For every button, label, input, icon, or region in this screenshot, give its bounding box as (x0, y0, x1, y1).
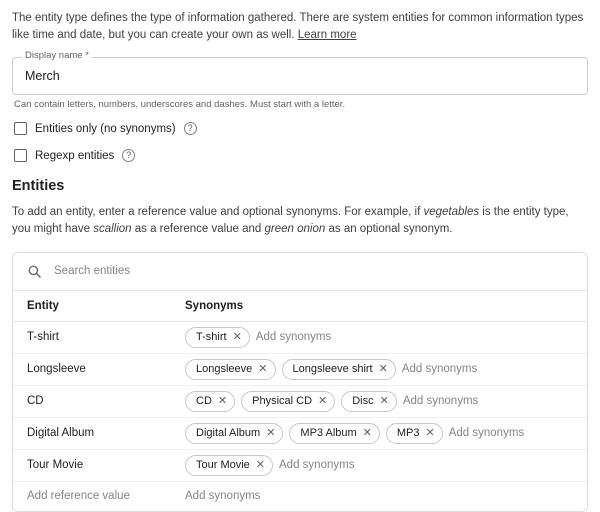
close-icon[interactable]: ✕ (255, 458, 266, 471)
synonym-chip[interactable] (185, 423, 283, 444)
table-row[interactable] (13, 354, 587, 386)
learn-more-link[interactable]: Learn more (297, 28, 357, 41)
search-entities-bar[interactable] (13, 253, 587, 291)
synonym-chip[interactable] (289, 423, 379, 444)
add-synonyms-placeholder[interactable]: Add synonyms (255, 331, 332, 344)
synonyms-cell[interactable] (185, 322, 587, 353)
entities-section-description (12, 204, 588, 237)
synonym-chip[interactable] (341, 391, 397, 412)
synonym-chip[interactable] (386, 423, 443, 444)
synonym-chip[interactable] (185, 327, 250, 348)
add-reference-value-input[interactable]: Add reference value (27, 490, 130, 503)
close-icon[interactable]: ✕ (379, 394, 389, 407)
table-header-row (13, 291, 587, 322)
new-entity-row[interactable] (13, 482, 587, 511)
entity-value[interactable]: T-shirt (27, 331, 59, 344)
desc-part-2: is the entity type, you might have (12, 206, 569, 236)
help-icon[interactable]: ? (184, 122, 197, 135)
synonyms-cell[interactable] (185, 450, 587, 481)
synonyms-cell[interactable] (185, 354, 587, 385)
entities-only-checkbox[interactable] (14, 122, 27, 135)
entity-value[interactable]: Tour Movie (27, 459, 84, 472)
close-icon[interactable]: ✕ (232, 330, 242, 343)
entities-section-title: Entities (12, 178, 65, 195)
add-synonyms-placeholder[interactable]: Add synonyms (402, 395, 479, 408)
synonym-chip-label: T-shirt (196, 331, 227, 344)
regexp-entities-checkbox[interactable] (14, 149, 27, 162)
table-row[interactable] (13, 322, 587, 354)
intro-text: The entity type defines the type of information gathered. There are system entities for common information types like time and date, but you can create your own as well. (12, 12, 584, 41)
display-name-value: Merch (25, 69, 60, 84)
close-icon[interactable]: ✕ (318, 394, 328, 407)
close-icon[interactable]: ✕ (266, 426, 276, 439)
desc-emphasis-2: scallion (93, 223, 132, 236)
desc-emphasis-1: vegetables (423, 206, 480, 219)
synonym-chip-label: MP3 Album (300, 427, 357, 440)
close-icon[interactable]: ✕ (258, 362, 268, 375)
synonym-chip-label: MP3 (396, 427, 420, 440)
close-icon[interactable]: ✕ (378, 362, 388, 375)
add-synonyms-placeholder[interactable]: Add synonyms (185, 490, 261, 503)
synonyms-cell[interactable] (185, 386, 587, 417)
add-synonyms-placeholder[interactable]: Add synonyms (279, 459, 355, 472)
intro-paragraph (12, 10, 587, 43)
synonym-chip[interactable] (185, 455, 273, 476)
regexp-entities-checkbox-row[interactable] (14, 149, 588, 162)
synonym-chip-label: CD (196, 395, 212, 408)
close-icon[interactable]: ✕ (217, 394, 228, 407)
synonym-chip-label: Physical CD (252, 395, 313, 408)
desc-part-1: To add an entity, enter a reference value and optional synonyms. For example, if (12, 206, 424, 219)
entity-value[interactable]: Digital Album (27, 427, 95, 440)
synonym-chip-label: Disc (352, 395, 374, 408)
close-icon[interactable]: ✕ (362, 426, 372, 439)
synonym-chip[interactable] (241, 391, 335, 412)
synonym-chip[interactable] (185, 391, 235, 412)
entities-table-card (12, 252, 588, 512)
synonym-chip-label: Longsleeve (196, 363, 253, 376)
search-input-placeholder[interactable]: Search entities (54, 265, 131, 278)
column-header-synonyms: Synonyms (185, 299, 244, 312)
column-header-entity: Entity (27, 299, 59, 312)
regexp-entities-label: Regexp entities (35, 149, 115, 162)
display-name-label: Display name * (22, 51, 92, 61)
new-synonyms-cell[interactable] (185, 485, 587, 507)
close-icon[interactable]: ✕ (425, 426, 435, 439)
table-row[interactable] (13, 418, 587, 450)
display-name-input[interactable] (12, 57, 588, 95)
desc-emphasis-3: green onion (264, 223, 326, 236)
desc-part-3: as a reference value and (131, 223, 265, 236)
add-synonyms-placeholder[interactable]: Add synonyms (448, 427, 525, 440)
synonym-chip[interactable] (185, 359, 276, 380)
help-icon[interactable]: ? (122, 149, 135, 162)
synonym-chip-label: Tour Movie (196, 459, 250, 472)
entity-value[interactable]: CD (27, 395, 44, 408)
search-icon (27, 264, 42, 279)
entities-only-label: Entities only (no synonyms) (35, 122, 176, 135)
synonyms-cell[interactable] (185, 418, 587, 449)
entity-value[interactable]: Longsleeve (27, 363, 86, 376)
desc-part-4: as an optional synonym. (325, 223, 453, 236)
table-row[interactable] (13, 386, 587, 418)
synonym-chip-label: Digital Album (196, 427, 261, 440)
display-name-field-wrap (12, 50, 588, 95)
table-row[interactable] (13, 450, 587, 482)
synonym-chip[interactable] (282, 359, 396, 380)
add-synonyms-placeholder[interactable]: Add synonyms (401, 363, 478, 376)
display-name-hint: Can contain letters, numbers, underscores and dashes. Must start with a letter. (14, 99, 346, 111)
synonym-chip-label: Longsleeve shirt (292, 363, 373, 376)
entities-only-checkbox-row[interactable] (14, 122, 588, 135)
